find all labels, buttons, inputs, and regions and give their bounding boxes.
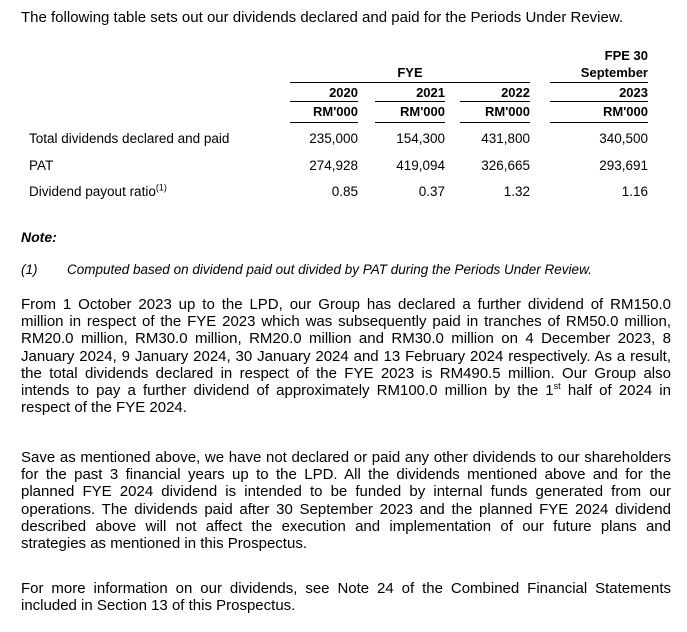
col-rule-2021 (375, 101, 445, 102)
fpe-header-line2: September (580, 65, 648, 80)
table-cell: 326,665 (481, 158, 530, 173)
table-cell: 235,000 (309, 131, 358, 146)
col-year-2023: 2023 (619, 85, 648, 100)
col-year-2020: 2020 (329, 85, 358, 100)
row-label-pat: PAT (29, 158, 54, 173)
paragraph-text: half of 2024 in respect of the FYE 2024. (21, 382, 671, 417)
fye-group-rule (290, 82, 530, 83)
table-cell: 293,691 (599, 158, 648, 173)
ordinal-suffix: st (553, 381, 561, 392)
col-unit-2022: RM'000 (485, 104, 530, 119)
table-cell: 274,928 (309, 158, 358, 173)
paragraph-no-other-dividends: Save as mentioned above, we have not declared or paid any other dividends to our shareholders for the past 3 financial years up to the LPD. All the dividends mentioned above and for the planned FYE 2024 dividend is intended to be funded by internal funds generated from our operations. The dividends paid after 30 September 2023 and the planned FYE 2024 dividend described above will not affect the execution and implementation of our future plans and strategies as mentioned in this Prospectus. (21, 449, 671, 553)
col-rule-2023 (550, 101, 648, 102)
note-title: Note: (21, 229, 57, 245)
table-cell: 340,500 (599, 131, 648, 146)
col-unit-2023: RM'000 (603, 104, 648, 119)
table-cell: 154,300 (396, 131, 445, 146)
col-rule-2022 (460, 101, 530, 102)
note-number: (1) (21, 262, 38, 277)
fpe-group-rule (550, 82, 648, 83)
col-unit-2020: RM'000 (313, 104, 358, 119)
col-rule-2020 (290, 101, 358, 102)
table-cell: 431,800 (481, 131, 530, 146)
paragraph-further-dividend (21, 296, 671, 416)
col-year-2022: 2022 (501, 85, 530, 100)
table-cell: 419,094 (396, 158, 445, 173)
fpe-header-line1: FPE 30 (604, 48, 648, 63)
col-rule-bottom-2022 (460, 122, 530, 123)
footnote-marker: (1) (155, 182, 167, 193)
row-label-total-dividends: Total dividends declared and paid (29, 131, 230, 146)
paragraph-text: From 1 October 2023 up to the LPD, our Group has declared a further dividend of RM150.0 million in respect of the FYE 2023 which was subsequently paid in tranches of RM50.0 million, RM20.0 million, RM30.0 million, RM20.0 million and RM30.0 million on 4 December 2023, 8 January 2024, 9 January 2024, 30 January 2024 and 13 February 2024 respectively. As a result, the total dividends declared in respect of the FYE 2023 is RM490.5 million. Our Group also intends to pay a further dividend of approximately RM100.0 million by the 1 (21, 296, 671, 400)
col-unit-2021: RM'000 (400, 104, 445, 119)
table-cell: 1.32 (503, 184, 530, 199)
note-text: Computed based on dividend paid out divided by PAT during the Periods Under Review. (67, 262, 592, 277)
col-year-2021: 2021 (416, 85, 445, 100)
col-rule-bottom-2020 (290, 122, 358, 123)
table-cell: 1.16 (621, 184, 648, 199)
row-label-payout-ratio (29, 183, 167, 200)
table-cell: 0.85 (331, 184, 358, 199)
table-cell: 0.37 (418, 184, 445, 199)
col-rule-bottom-2023 (550, 122, 648, 123)
col-rule-bottom-2021 (375, 122, 445, 123)
row-label-text: Dividend payout ratio (29, 184, 156, 199)
fye-group-header: FYE (397, 65, 423, 80)
intro-text: The following table sets out our dividends declared and paid for the Periods Under Review. (21, 9, 624, 26)
paragraph-more-information: For more information on our dividends, see Note 24 of the Combined Financial Statements included in Section 13 of this Prospectus. (21, 580, 671, 615)
